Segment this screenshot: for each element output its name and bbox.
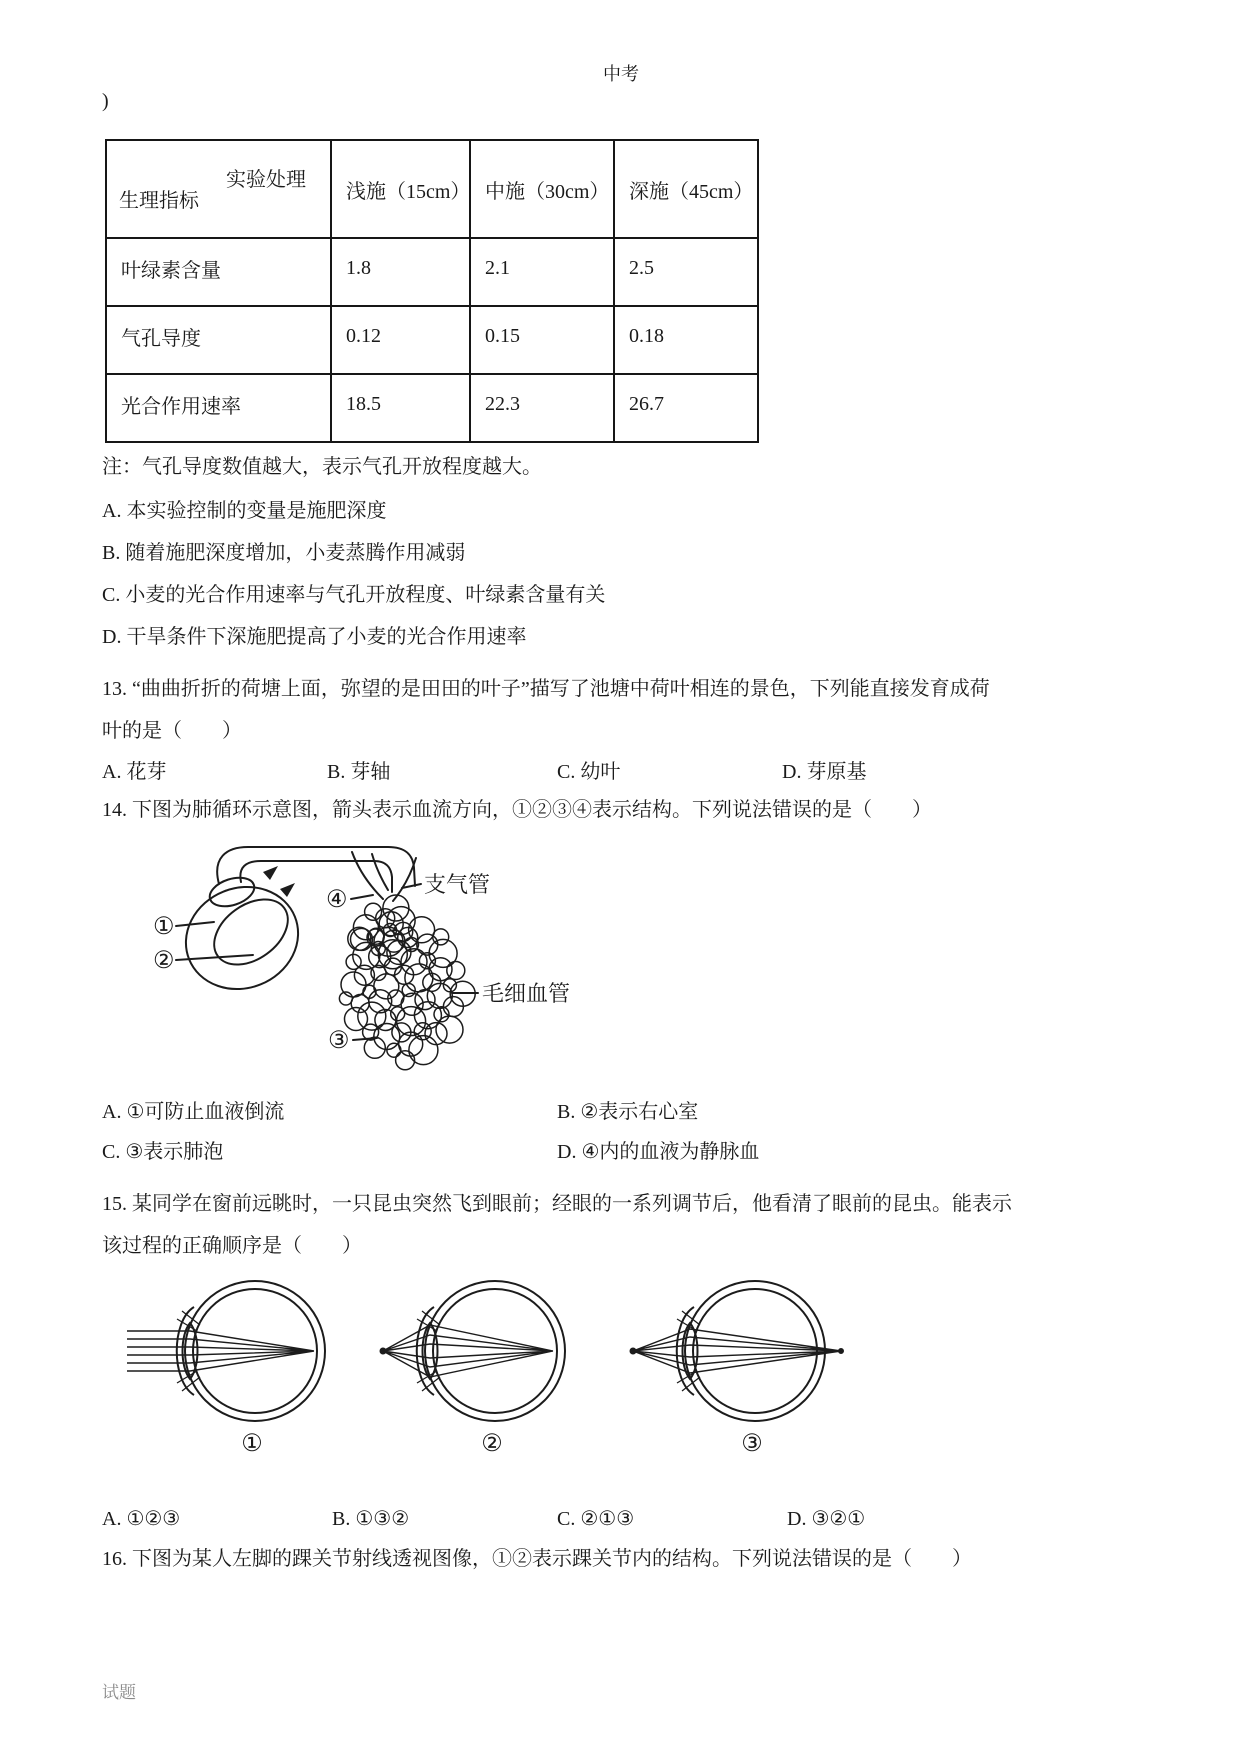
- heart-outer-loop: [170, 870, 313, 1005]
- q12-option-c: C. 小麦的光合作用速率与气孔开放程度、叶绿素含量有关: [102, 584, 606, 606]
- q13-option-b: B. 芽轴: [327, 761, 391, 783]
- heart-inner-loop: [202, 886, 300, 978]
- corner-top-label: 实验处理: [226, 169, 306, 191]
- q15-options: [102, 1507, 1140, 1531]
- q13-options: [102, 760, 1140, 784]
- leader-4: [351, 895, 373, 899]
- fig-label-2: ②: [153, 948, 175, 974]
- eye-2-label: ②: [481, 1431, 503, 1457]
- q12-option-d: D. 干旱条件下深施肥提高了小麦的光合作用速率: [102, 626, 527, 648]
- alveoli-cluster: [339, 912, 475, 1070]
- table-row: [106, 306, 758, 374]
- bronchus-outline: [352, 852, 416, 901]
- q15-text-line1: 15. 某同学在窗前远眺时，一只昆虫突然飞到眼前；经眼的一系列调节后，他看清了眼前的昆虫。能表示: [102, 1193, 1012, 1215]
- question-16-text: 16. 下图为某人左脚的踝关节射线透视图像，①②表示踝关节内的结构。下列说法错误的是（ ）: [102, 1548, 972, 1570]
- q12-options: [102, 499, 1140, 649]
- light-rays: [127, 1331, 314, 1371]
- cell-value: 18.5: [331, 374, 470, 442]
- row-label: 气孔导度: [106, 306, 331, 374]
- eyeball-inner: [693, 1289, 817, 1413]
- q14-option-c: C. ③表示肺泡: [102, 1141, 224, 1163]
- q13-option-c: C. 幼叶: [557, 761, 621, 783]
- table-note: 注：气孔导度数值越大，表示气孔开放程度越大。: [102, 456, 542, 478]
- eye-1-label: ①: [241, 1431, 263, 1457]
- column-header: 浅施（15cm）: [331, 140, 470, 238]
- focus-point: [839, 1349, 843, 1353]
- cell-value: 26.7: [614, 374, 758, 442]
- q13-text-line1: 13. “曲曲折折的荷塘上面，弥望的是田田的叶子”描写了池塘中荷叶相连的景色，下列能直接发育成荷: [102, 678, 990, 700]
- cell-value: 2.1: [470, 238, 614, 306]
- question-13: [102, 668, 1140, 752]
- cell-value: 2.5: [614, 238, 758, 306]
- table-corner-cell: [106, 140, 331, 238]
- q15-option-d: D. ③②①: [787, 1508, 866, 1530]
- eye-diagram-2: [367, 1273, 587, 1461]
- alveoli-neck: [348, 895, 418, 969]
- page-title: 中考: [603, 64, 639, 84]
- cell-value: 22.3: [470, 374, 614, 442]
- q15-option-b: B. ①③②: [332, 1508, 410, 1530]
- row-label: 光合作用速率: [106, 374, 331, 442]
- fig-label-1: ①: [153, 914, 175, 940]
- row-label: 叶绿素含量: [106, 238, 331, 306]
- q13-option-a: A. 花芽: [102, 761, 167, 783]
- question-15: [102, 1183, 1140, 1267]
- q15-option-a: A. ①②③: [102, 1508, 181, 1530]
- eye-diagram-1: [127, 1273, 347, 1461]
- q12-option-a: A. 本实验控制的变量是施肥深度: [102, 500, 387, 522]
- eye-3-label: ③: [741, 1431, 763, 1457]
- pulmonary-circulation-figure: [120, 842, 660, 1080]
- q13-text-line2: 叶的是（ ）: [102, 720, 242, 742]
- q15-text-line2: 该过程的正确顺序是（ ）: [102, 1235, 362, 1257]
- column-header: 中施（30cm）: [470, 140, 614, 238]
- fig-label-3: ③: [328, 1028, 350, 1054]
- heart-top-loop: [206, 873, 258, 912]
- corner-bottom-label: 生理指标: [119, 190, 199, 212]
- column-header: 深施（45cm）: [614, 140, 758, 238]
- light-rays: [383, 1325, 553, 1377]
- q12-option-b: B. 随着施肥深度增加，小麦蒸腾作用减弱: [102, 542, 466, 564]
- leader-1: [176, 922, 214, 926]
- fig-label-4: ④: [326, 887, 348, 913]
- table-row: [106, 374, 758, 442]
- flow-arrow: [263, 866, 278, 880]
- eye-diagram-3: [627, 1273, 847, 1461]
- q14-options: [102, 1100, 1140, 1164]
- eyeball-inner: [433, 1289, 557, 1413]
- cell-value: 0.15: [470, 306, 614, 374]
- q15-option-c: C. ②①③: [557, 1508, 635, 1530]
- eye-accommodation-figures: [127, 1273, 1140, 1461]
- vessel-inner: [240, 861, 392, 892]
- eyeball-outer: [685, 1281, 825, 1421]
- q14-option-d: D. ④内的血液为静脉血: [557, 1141, 760, 1163]
- page-footer: 试题: [102, 1683, 136, 1702]
- table-row: [106, 238, 758, 306]
- light-rays: [633, 1329, 841, 1373]
- q13-option-d: D. 芽原基: [782, 761, 867, 783]
- bronchus-label: 支气管: [424, 872, 491, 897]
- q14-option-b: B. ②表示右心室: [557, 1101, 699, 1123]
- q14-option-a: A. ①可防止血液倒流: [102, 1101, 285, 1123]
- cell-value: 1.8: [331, 238, 470, 306]
- question-14-text: 14. 下图为肺循环示意图，箭头表示血流方向，①②③④表示结构。下列说法错误的是（ ）: [102, 799, 932, 821]
- q12-data-table: [105, 139, 759, 443]
- cell-value: 0.12: [331, 306, 470, 374]
- capillary-label: 毛细血管: [482, 981, 571, 1006]
- cell-value: 0.18: [614, 306, 758, 374]
- vessel-outer: [217, 847, 415, 886]
- stray-paren: ): [102, 90, 109, 112]
- flow-arrow: [280, 883, 295, 897]
